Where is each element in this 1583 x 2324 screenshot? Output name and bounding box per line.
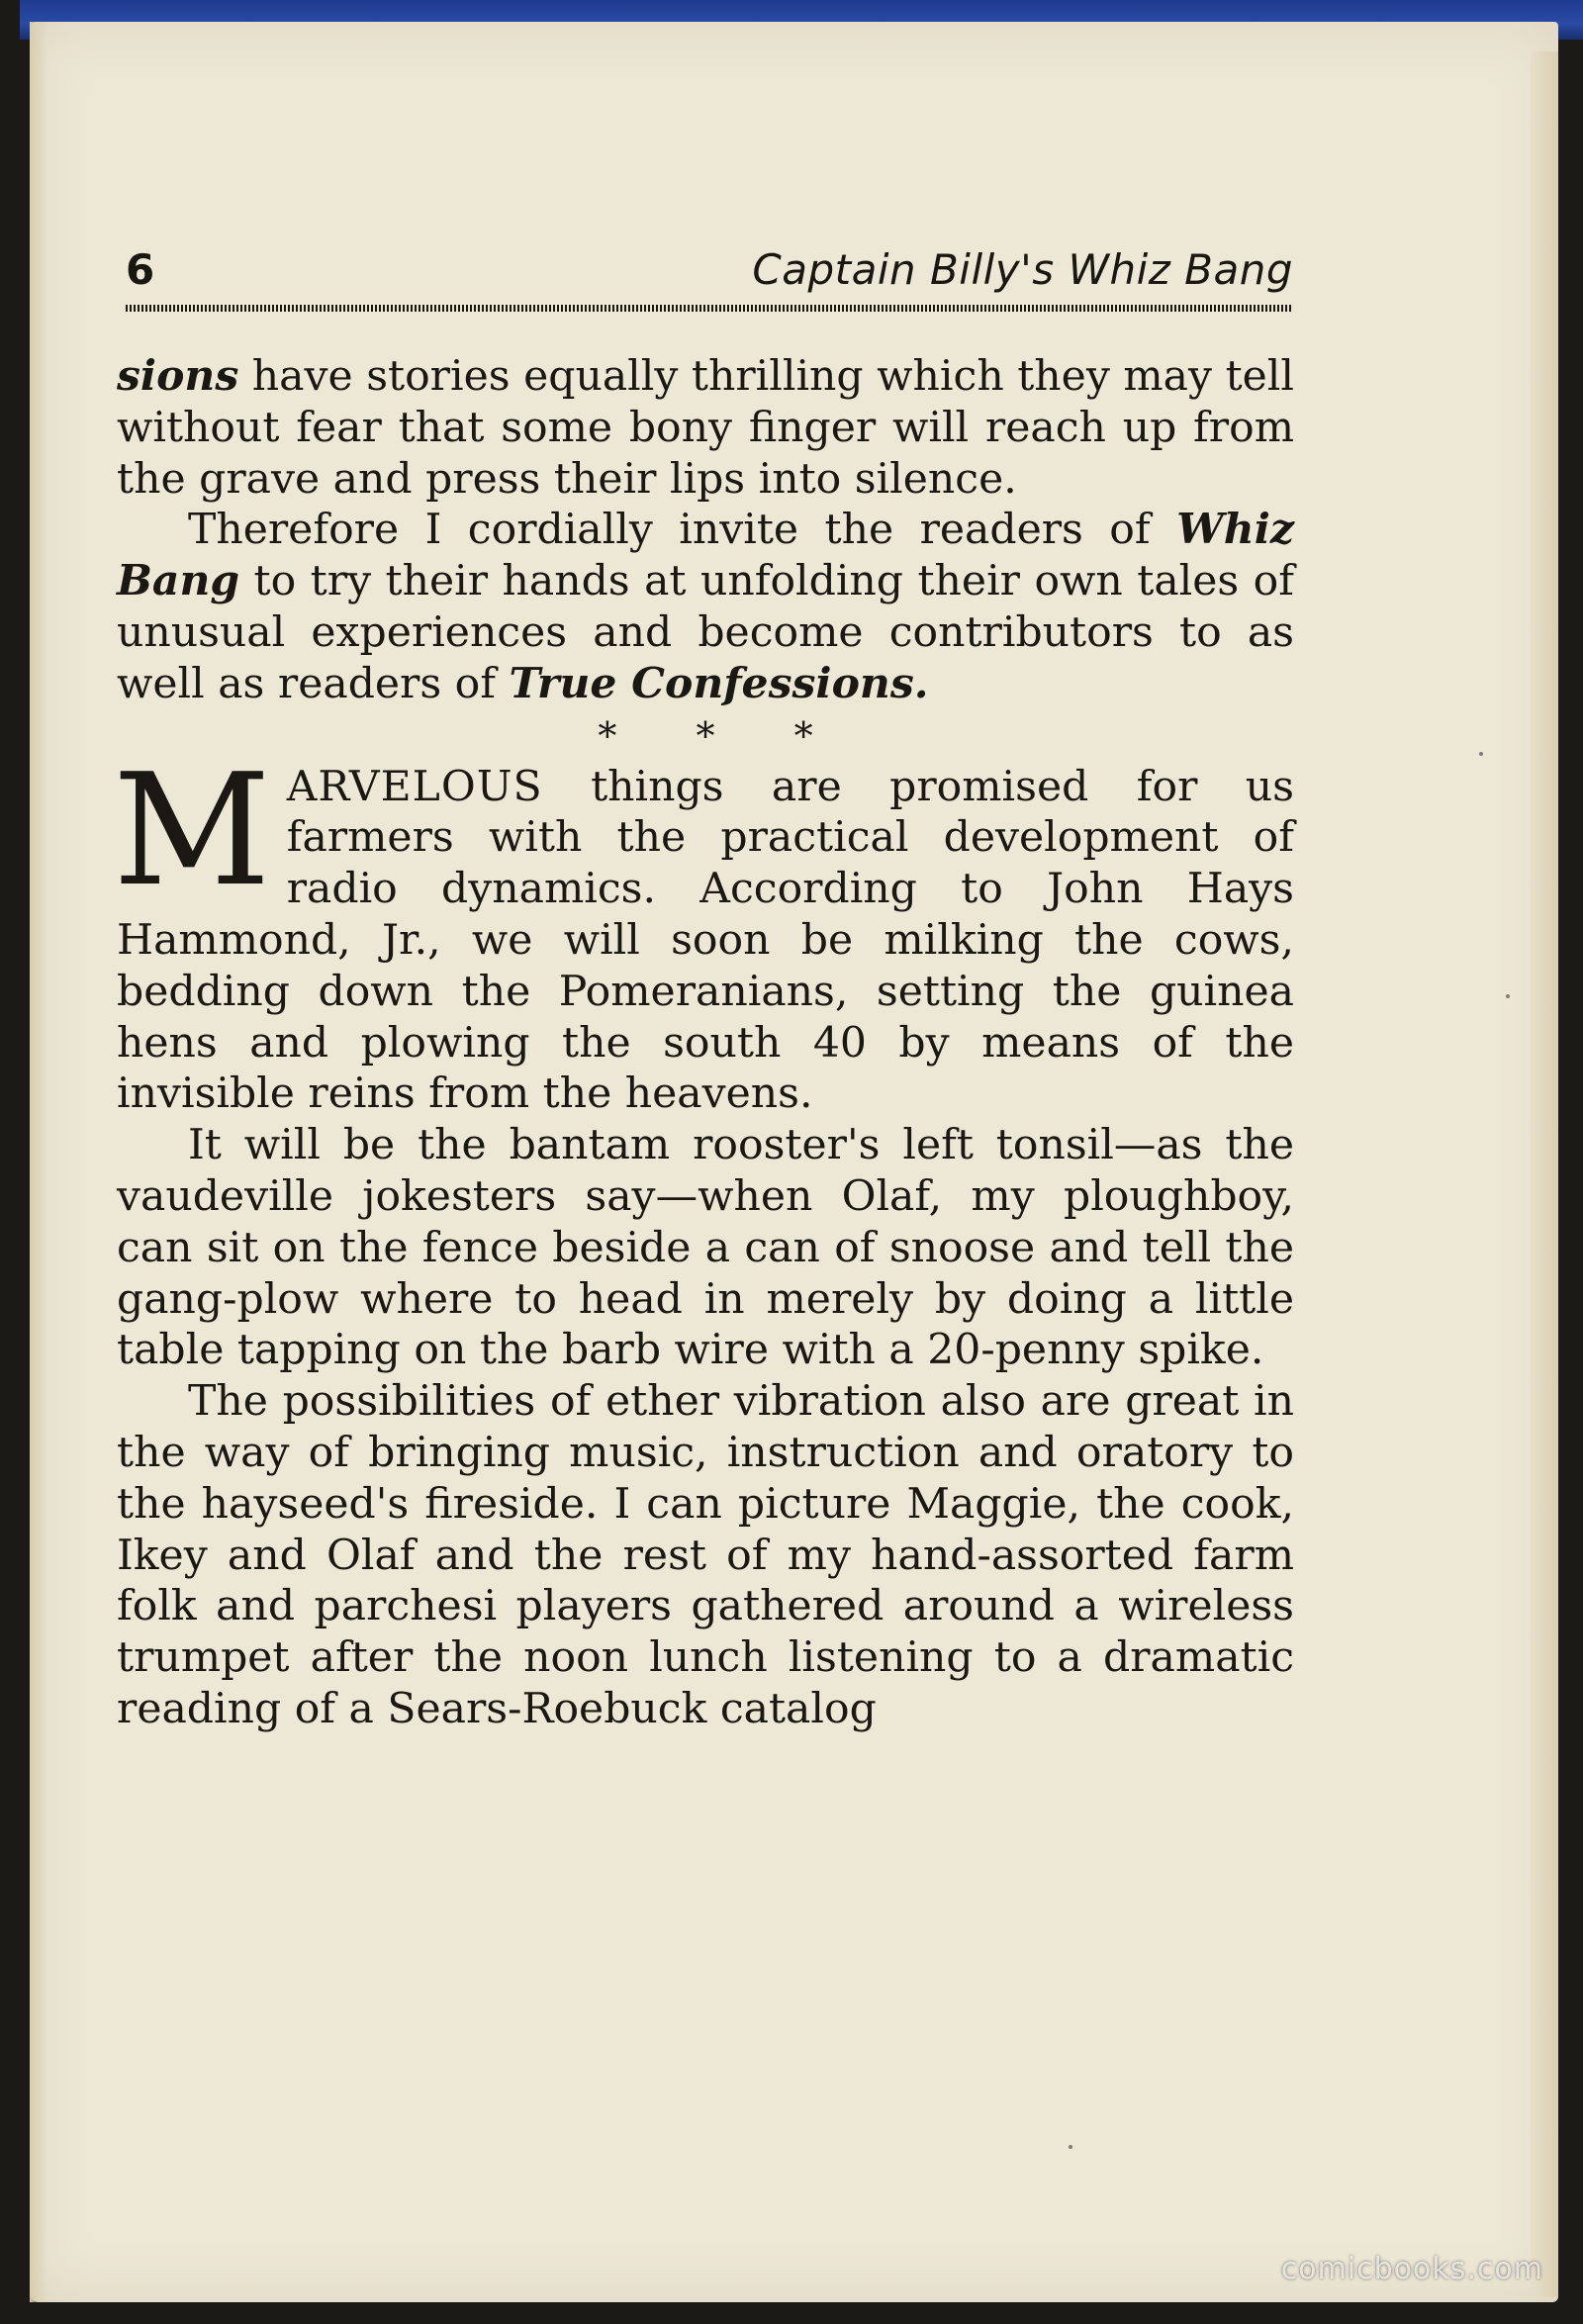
running-header [126,245,1293,307]
page-binding-shadow [30,22,47,2302]
paper-speck [1479,752,1483,756]
paragraph-3-text: things are promised for us farmers with the practical development of radio dynamics. According to John Hays Hammond, Jr., we will soon be milking the cows, bedding down the Pomeranians, setting the guinea hens and plowing the south 40 by means of the invisible reins from the heavens. [117,762,1294,1119]
paragraph-3-body [117,762,1294,1121]
paragraph-2-text-a: Therefore I cordially invite the readers of [188,506,1177,555]
article-body [113,351,1294,1735]
paragraph-2-magazine-title: Whiz Bang [117,505,1294,606]
paragraph-3-lead: ARVELOUS [286,762,543,811]
paragraph-1 [117,351,1294,505]
drop-cap: M [113,739,271,920]
paper-speck [1506,994,1510,998]
paper-speck [1069,2145,1072,2149]
paragraph-3 [113,739,1294,1121]
paragraph-1-lead: sions [117,351,239,401]
page-number: 6 [126,245,155,294]
running-title: Captain Billy's Whiz Bang [752,245,1293,294]
header-rule [126,305,1293,312]
paragraph-2-text-b: to try their hands at unfolding their own tales of unusual experiences and become contributors to as well as readers of [117,557,1294,708]
page-fold-edge [1531,51,1558,2297]
paragraph-1-text: have stories equally thrilling which they may tell without fear that some bony finger will reach up from the grave and press their lips into silence. [117,352,1294,504]
paragraph-5: The possibilities of ether vibration also are great in the way of bringing music, instruction and oratory to the hayseed's fireside. I can picture Maggie, the cook, Ikey and Olaf and the rest of my hand-assorted farm folk and parchesi players gathered around a wireless trumpet after the noon lunch listening to a dramatic reading of a Sears-Roebuck catalog [117,1377,1294,1733]
paragraph-2 [117,505,1294,709]
paragraph-2-publication-title: True Confessions. [509,658,929,708]
section-separator: * * * [598,713,847,758]
watermark: comicbooks.com [1280,2252,1543,2286]
paragraph-4: It will be the bantam rooster's left tonsil—as the vaudeville jokesters say—when Olaf, my ploughboy, can sit on the fence beside a can of snoose and tell the gang-plow where to head in merely by doing a little table tapping on the barb wire with a 20-penny spike. [117,1121,1294,1375]
